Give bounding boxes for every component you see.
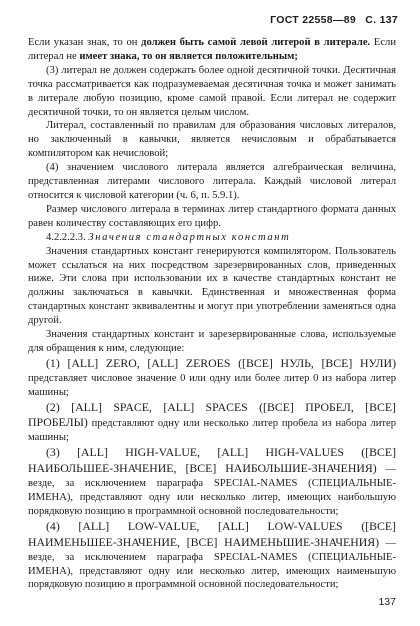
standard-number: ГОСТ 22558—89 (270, 14, 357, 26)
header-page-label: С. 137 (365, 14, 398, 26)
list-item-low-value: (4) [ALL] LOW-VALUE, [ALL] LOW-VALUES ([ВСЕ] НАИМЕНЬШЕЕ-ЗНАЧЕНИЕ, [ВСЕ] НАИМЕНЬШИЕ-ЗНАЧЕНИЯ) — везде, за исключением параграфа SPECIAL-NAMES (СПЕЦИАЛЬНЫЕ-ИМЕНА), представляют одну или несколько литер, имеющих наименьшую порядковую позицию в программной основной последовательности; (28, 518, 396, 591)
paragraph-sign-rule: Если указан знак, то он должен быть самой левой литерой в литерале. Если литерал не имеет знака, то он является положительным; (28, 37, 396, 62)
paragraph-constants-list-intro: Значения стандартных констант и зарезервированные слова, используемые для обращения к ним, следующие: (28, 329, 396, 354)
paragraph-decimal-point: (3) литерал не должен содержать более одной десятичной точки. Десятичная точка рассматривается как подразумеваемая десятичная точка и может занимать в литерале любую позицию, кроме самой правой. Если литерал не содержит десятичной точки, то он является целым числом. (28, 64, 396, 118)
section-heading (28, 231, 396, 245)
list-item-space: (2) [ALL] SPACE, [ALL] SPACES ([ВСЕ] ПРОБЕЛ, [ВСЕ] ПРОБЕЛЫ) представляют одну или несколько литер пробела из набора литер машины; (28, 399, 396, 444)
paragraph-literal-value: (4) значением числового литерала является алгебраическая величина, представленная литерами числового литерала. Каждый числовой литерал относится к числовой категории (ч. 6, п. 5.9.1). (28, 162, 396, 201)
page-header (264, 14, 398, 26)
section-number: 4.2.2.2.3. (46, 231, 86, 243)
paragraph-quoted-literal: Литерал, составленный по правилам для образования числовых литералов, но заключенный в кавычки, является нечисловым и обрабатывается компилятором как нечисловой; (28, 120, 396, 160)
section-title: Значения стандартных констант (88, 231, 291, 243)
emphasis-text: должен быть самой левой литерой в литерале. (141, 37, 371, 48)
list-item-high-value: (3) [ALL] HIGH-VALUE, [ALL] HIGH-VALUES ([ВСЕ] НАИБОЛЬШЕЕ-ЗНАЧЕНИЕ, [ВСЕ] НАИБОЛЬШИЕ-ЗНАЧЕНИЯ) — везде, за исключением параграфа SPECIAL-NAMES (СПЕЦИАЛЬНЫЕ-ИМЕНА), представляют одну или несколько литер, имеющих наибольшую порядковую позицию в программной основной последовательности; (28, 445, 396, 517)
body-text (28, 36, 396, 592)
paragraph-standard-constants: Значения стандартных констант генерируются компилятором. Пользователь может ссылаться на них посредством зарезервированных слов, приведенных ниже. Эти слова при использовании их в качестве стандартных констант не должны заключаться в кавычки. Единственная и множественная форма стандартных констант эквивалентны и могут при употреблении заменяться одна другой. (28, 245, 396, 327)
paragraph-literal-size: Размер числового литерала в терминах литер стандартного формата данных равен количеству составляющих его цифр. (28, 203, 396, 229)
page-number: 137 (378, 596, 396, 608)
emphasis-text: имеет знака, то он является положительным; (79, 50, 298, 62)
list-item-zero: (1) [ALL] ZERO, [ALL] ZEROES ([ВСЕ] НУЛЬ, [ВСЕ] НУЛИ) представляет числовое значение 0 или одну или более литер 0 из набора литер машины; (28, 355, 396, 398)
